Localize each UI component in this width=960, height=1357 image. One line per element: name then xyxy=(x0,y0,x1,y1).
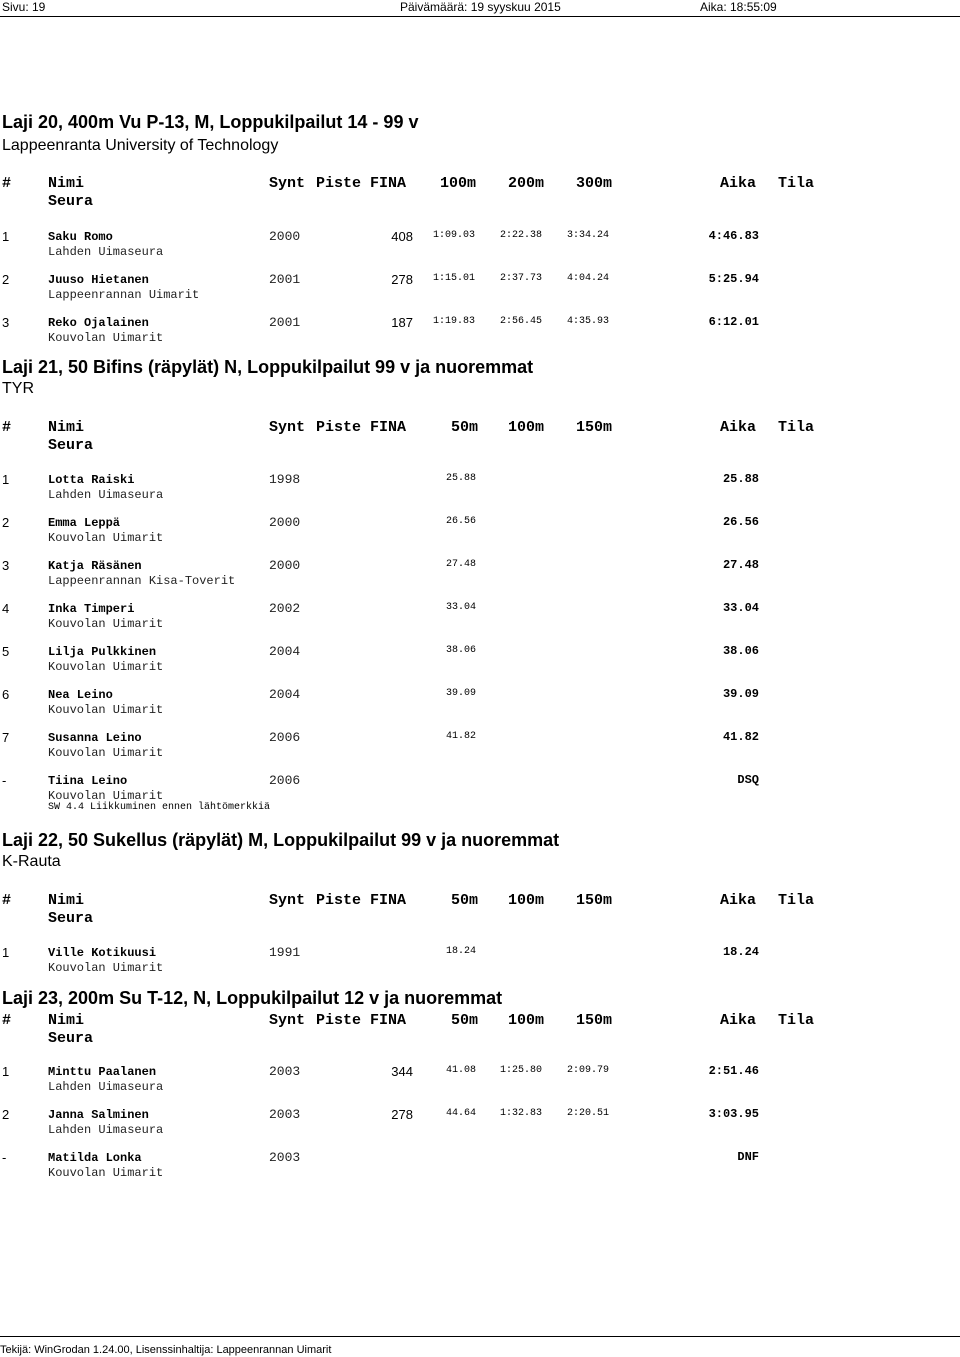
athlete-club: Lappeenrannan Kisa-Toverit xyxy=(48,574,236,588)
birth-year: 2000 xyxy=(269,229,301,244)
col-header-points: Piste FINA xyxy=(316,419,407,436)
fina-points: 344 xyxy=(391,1064,413,1079)
col-header-year: Synt xyxy=(269,419,306,436)
col-header-time: Aika xyxy=(720,892,757,909)
split-1: 33.04 xyxy=(446,602,477,613)
birth-year: 2006 xyxy=(269,730,301,745)
split-1: 38.06 xyxy=(446,645,477,656)
col-header-split-1: 50m xyxy=(451,419,479,436)
final-time: 4:46.83 xyxy=(708,229,759,243)
col-header-split-3: 150m xyxy=(576,1012,613,1029)
header-divider xyxy=(0,16,960,17)
final-time: 25.88 xyxy=(722,472,759,486)
athlete-name: Susanna Leino xyxy=(48,731,142,745)
page-number: Sivu: 19 xyxy=(2,0,46,14)
row-place: 5 xyxy=(2,644,10,659)
event-sponsor: TYR xyxy=(2,380,34,397)
col-header-time: Aika xyxy=(720,419,757,436)
disqualification-note: SW 4.4 Liikkuminen ennen lähtömerkkiä xyxy=(48,802,271,813)
col-header-name: Nimi xyxy=(48,892,85,909)
athlete-name: Matilda Lonka xyxy=(48,1151,142,1165)
split-3: 3:34.24 xyxy=(567,230,610,241)
row-place: 1 xyxy=(2,229,10,244)
final-time: 5:25.94 xyxy=(708,272,759,286)
print-date: Päivämäärä: 19 syyskuu 2015 xyxy=(400,0,561,14)
col-header-club: Seura xyxy=(48,1030,94,1047)
col-header-split-2: 100m xyxy=(508,892,545,909)
athlete-name: Janna Salminen xyxy=(48,1108,149,1122)
split-1: 1:09.03 xyxy=(433,230,476,241)
row-place: 2 xyxy=(2,515,10,530)
col-header-split-2: 100m xyxy=(508,1012,545,1029)
birth-year: 2003 xyxy=(269,1064,301,1079)
final-time: 39.09 xyxy=(722,687,759,701)
col-header-time: Aika xyxy=(720,175,757,192)
print-time: Aika: 18:55:09 xyxy=(700,0,777,14)
athlete-name: Ville Kotikuusi xyxy=(48,946,157,960)
col-header-year: Synt xyxy=(269,892,306,909)
col-header-club: Seura xyxy=(48,193,94,210)
final-time: 27.48 xyxy=(722,558,759,572)
athlete-name: Lilja Pulkkinen xyxy=(48,645,157,659)
col-header-time: Aika xyxy=(720,1012,757,1029)
page-header xyxy=(0,0,960,12)
split-1: 1:19.83 xyxy=(433,316,476,327)
athlete-name: Lotta Raiski xyxy=(48,473,135,487)
athlete-club: Kouvolan Uimarit xyxy=(48,660,164,674)
birth-year: 2006 xyxy=(269,773,301,788)
split-1: 25.88 xyxy=(446,473,477,484)
athlete-club: Lahden Uimaseura xyxy=(48,245,164,259)
split-3: 4:04.24 xyxy=(567,273,610,284)
birth-year: 1991 xyxy=(269,945,301,960)
final-time: DNF xyxy=(737,1150,759,1164)
col-header-split-3: 300m xyxy=(576,175,613,192)
row-place: - xyxy=(2,773,7,788)
col-header-split-3: 150m xyxy=(576,419,613,436)
athlete-club: Kouvolan Uimarit xyxy=(48,1166,164,1180)
athlete-name: Juuso Hietanen xyxy=(48,273,149,287)
fina-points: 278 xyxy=(391,272,413,287)
final-time: 3:03.95 xyxy=(708,1107,759,1121)
birth-year: 2003 xyxy=(269,1107,301,1122)
col-header-status: Tila xyxy=(778,419,815,436)
col-header-split-2: 200m xyxy=(508,175,545,192)
split-2: 1:25.80 xyxy=(500,1065,543,1076)
row-place: 2 xyxy=(2,1107,10,1122)
final-time: 2:51.46 xyxy=(708,1064,759,1078)
athlete-name: Inka Timperi xyxy=(48,602,135,616)
athlete-club: Kouvolan Uimarit xyxy=(48,789,164,803)
col-header-status: Tila xyxy=(778,175,815,192)
col-header-status: Tila xyxy=(778,892,815,909)
birth-year: 1998 xyxy=(269,472,301,487)
birth-year: 2000 xyxy=(269,515,301,530)
athlete-name: Tiina Leino xyxy=(48,774,128,788)
col-header-name: Nimi xyxy=(48,1012,85,1029)
final-time: 33.04 xyxy=(722,601,759,615)
col-header-number: # xyxy=(2,419,12,436)
birth-year: 2004 xyxy=(269,687,301,702)
birth-year: 2003 xyxy=(269,1150,301,1165)
col-header-year: Synt xyxy=(269,175,306,192)
row-place: 7 xyxy=(2,730,10,745)
split-1: 44.64 xyxy=(446,1108,477,1119)
col-header-name: Nimi xyxy=(48,419,85,436)
split-1: 41.82 xyxy=(446,731,477,742)
split-2: 2:37.73 xyxy=(500,273,543,284)
col-header-points: Piste FINA xyxy=(316,892,407,909)
final-time: 38.06 xyxy=(722,644,759,658)
split-1: 26.56 xyxy=(446,516,477,527)
event-title: Laji 21, 50 Bifins (räpylät) N, Loppukilpailut 99 v ja nuoremmat xyxy=(2,357,534,377)
athlete-name: Katja Räsänen xyxy=(48,559,142,573)
split-3: 2:20.51 xyxy=(567,1108,610,1119)
split-3: 4:35.93 xyxy=(567,316,610,327)
event-sponsor: Lappeenranta University of Technology xyxy=(2,137,279,154)
col-header-club: Seura xyxy=(48,910,94,927)
event-title: Laji 22, 50 Sukellus (räpylät) M, Loppukilpailut 99 v ja nuoremmat xyxy=(2,830,560,850)
row-place: 1 xyxy=(2,945,10,960)
event-sponsor: K-Rauta xyxy=(2,853,61,870)
col-header-points: Piste FINA xyxy=(316,175,407,192)
event-title: Laji 23, 200m Su T-12, N, Loppukilpailut 12 v ja nuoremmat xyxy=(2,988,503,1008)
row-place: 3 xyxy=(2,558,10,573)
athlete-club: Lahden Uimaseura xyxy=(48,1123,164,1137)
birth-year: 2004 xyxy=(269,644,301,659)
athlete-name: Nea Leino xyxy=(48,688,113,702)
split-1: 27.48 xyxy=(446,559,477,570)
split-1: 1:15.01 xyxy=(433,273,476,284)
col-header-split-1: 50m xyxy=(451,1012,479,1029)
athlete-club: Lahden Uimaseura xyxy=(48,1080,164,1094)
col-header-number: # xyxy=(2,892,12,909)
fina-points: 408 xyxy=(391,229,413,244)
split-3: 2:09.79 xyxy=(567,1065,610,1076)
final-time: 18.24 xyxy=(722,945,759,959)
athlete-club: Kouvolan Uimarit xyxy=(48,703,164,717)
split-1: 39.09 xyxy=(446,688,477,699)
fina-points: 187 xyxy=(391,315,413,330)
page-footer: Tekijä: WinGrodan 1.24.00, Lisenssinhaltija: Lappeenrannan Uimarit xyxy=(0,1344,332,1356)
birth-year: 2000 xyxy=(269,558,301,573)
athlete-club: Kouvolan Uimarit xyxy=(48,331,164,345)
athlete-club: Lahden Uimaseura xyxy=(48,488,164,502)
row-place: 1 xyxy=(2,1064,10,1079)
col-header-status: Tila xyxy=(778,1012,815,1029)
split-1: 18.24 xyxy=(446,946,477,957)
athlete-name: Emma Leppä xyxy=(48,516,121,530)
row-place: 1 xyxy=(2,472,10,487)
split-2: 1:32.83 xyxy=(500,1108,543,1119)
col-header-split-2: 100m xyxy=(508,419,545,436)
athlete-name: Minttu Paalanen xyxy=(48,1065,157,1079)
birth-year: 2001 xyxy=(269,315,301,330)
final-time: 26.56 xyxy=(722,515,759,529)
col-header-name: Nimi xyxy=(48,175,85,192)
final-time: DSQ xyxy=(737,773,759,787)
col-header-number: # xyxy=(2,1012,12,1029)
row-place: 3 xyxy=(2,315,10,330)
split-1: 41.08 xyxy=(446,1065,477,1076)
birth-year: 2002 xyxy=(269,601,301,616)
final-time: 6:12.01 xyxy=(708,315,759,329)
row-place: 6 xyxy=(2,687,10,702)
col-header-number: # xyxy=(2,175,12,192)
athlete-club: Kouvolan Uimarit xyxy=(48,746,164,760)
col-header-split-1: 50m xyxy=(451,892,479,909)
split-2: 2:56.45 xyxy=(500,316,543,327)
row-place: 4 xyxy=(2,601,10,616)
footer-divider xyxy=(0,1336,960,1337)
athlete-club: Kouvolan Uimarit xyxy=(48,531,164,545)
athlete-club: Kouvolan Uimarit xyxy=(48,961,164,975)
col-header-club: Seura xyxy=(48,437,94,454)
birth-year: 2001 xyxy=(269,272,301,287)
fina-points: 278 xyxy=(391,1107,413,1122)
col-header-split-1: 100m xyxy=(440,175,477,192)
split-2: 2:22.38 xyxy=(500,230,543,241)
row-place: 2 xyxy=(2,272,10,287)
athlete-name: Saku Romo xyxy=(48,230,113,244)
final-time: 41.82 xyxy=(722,730,759,744)
event-title: Laji 20, 400m Vu P-13, M, Loppukilpailut 14 - 99 v xyxy=(2,112,419,132)
col-header-split-3: 150m xyxy=(576,892,613,909)
row-place: - xyxy=(2,1150,7,1165)
athlete-club: Lappeenrannan Uimarit xyxy=(48,288,200,302)
col-header-points: Piste FINA xyxy=(316,1012,407,1029)
athlete-club: Kouvolan Uimarit xyxy=(48,617,164,631)
col-header-year: Synt xyxy=(269,1012,306,1029)
athlete-name: Reko Ojalainen xyxy=(48,316,149,330)
